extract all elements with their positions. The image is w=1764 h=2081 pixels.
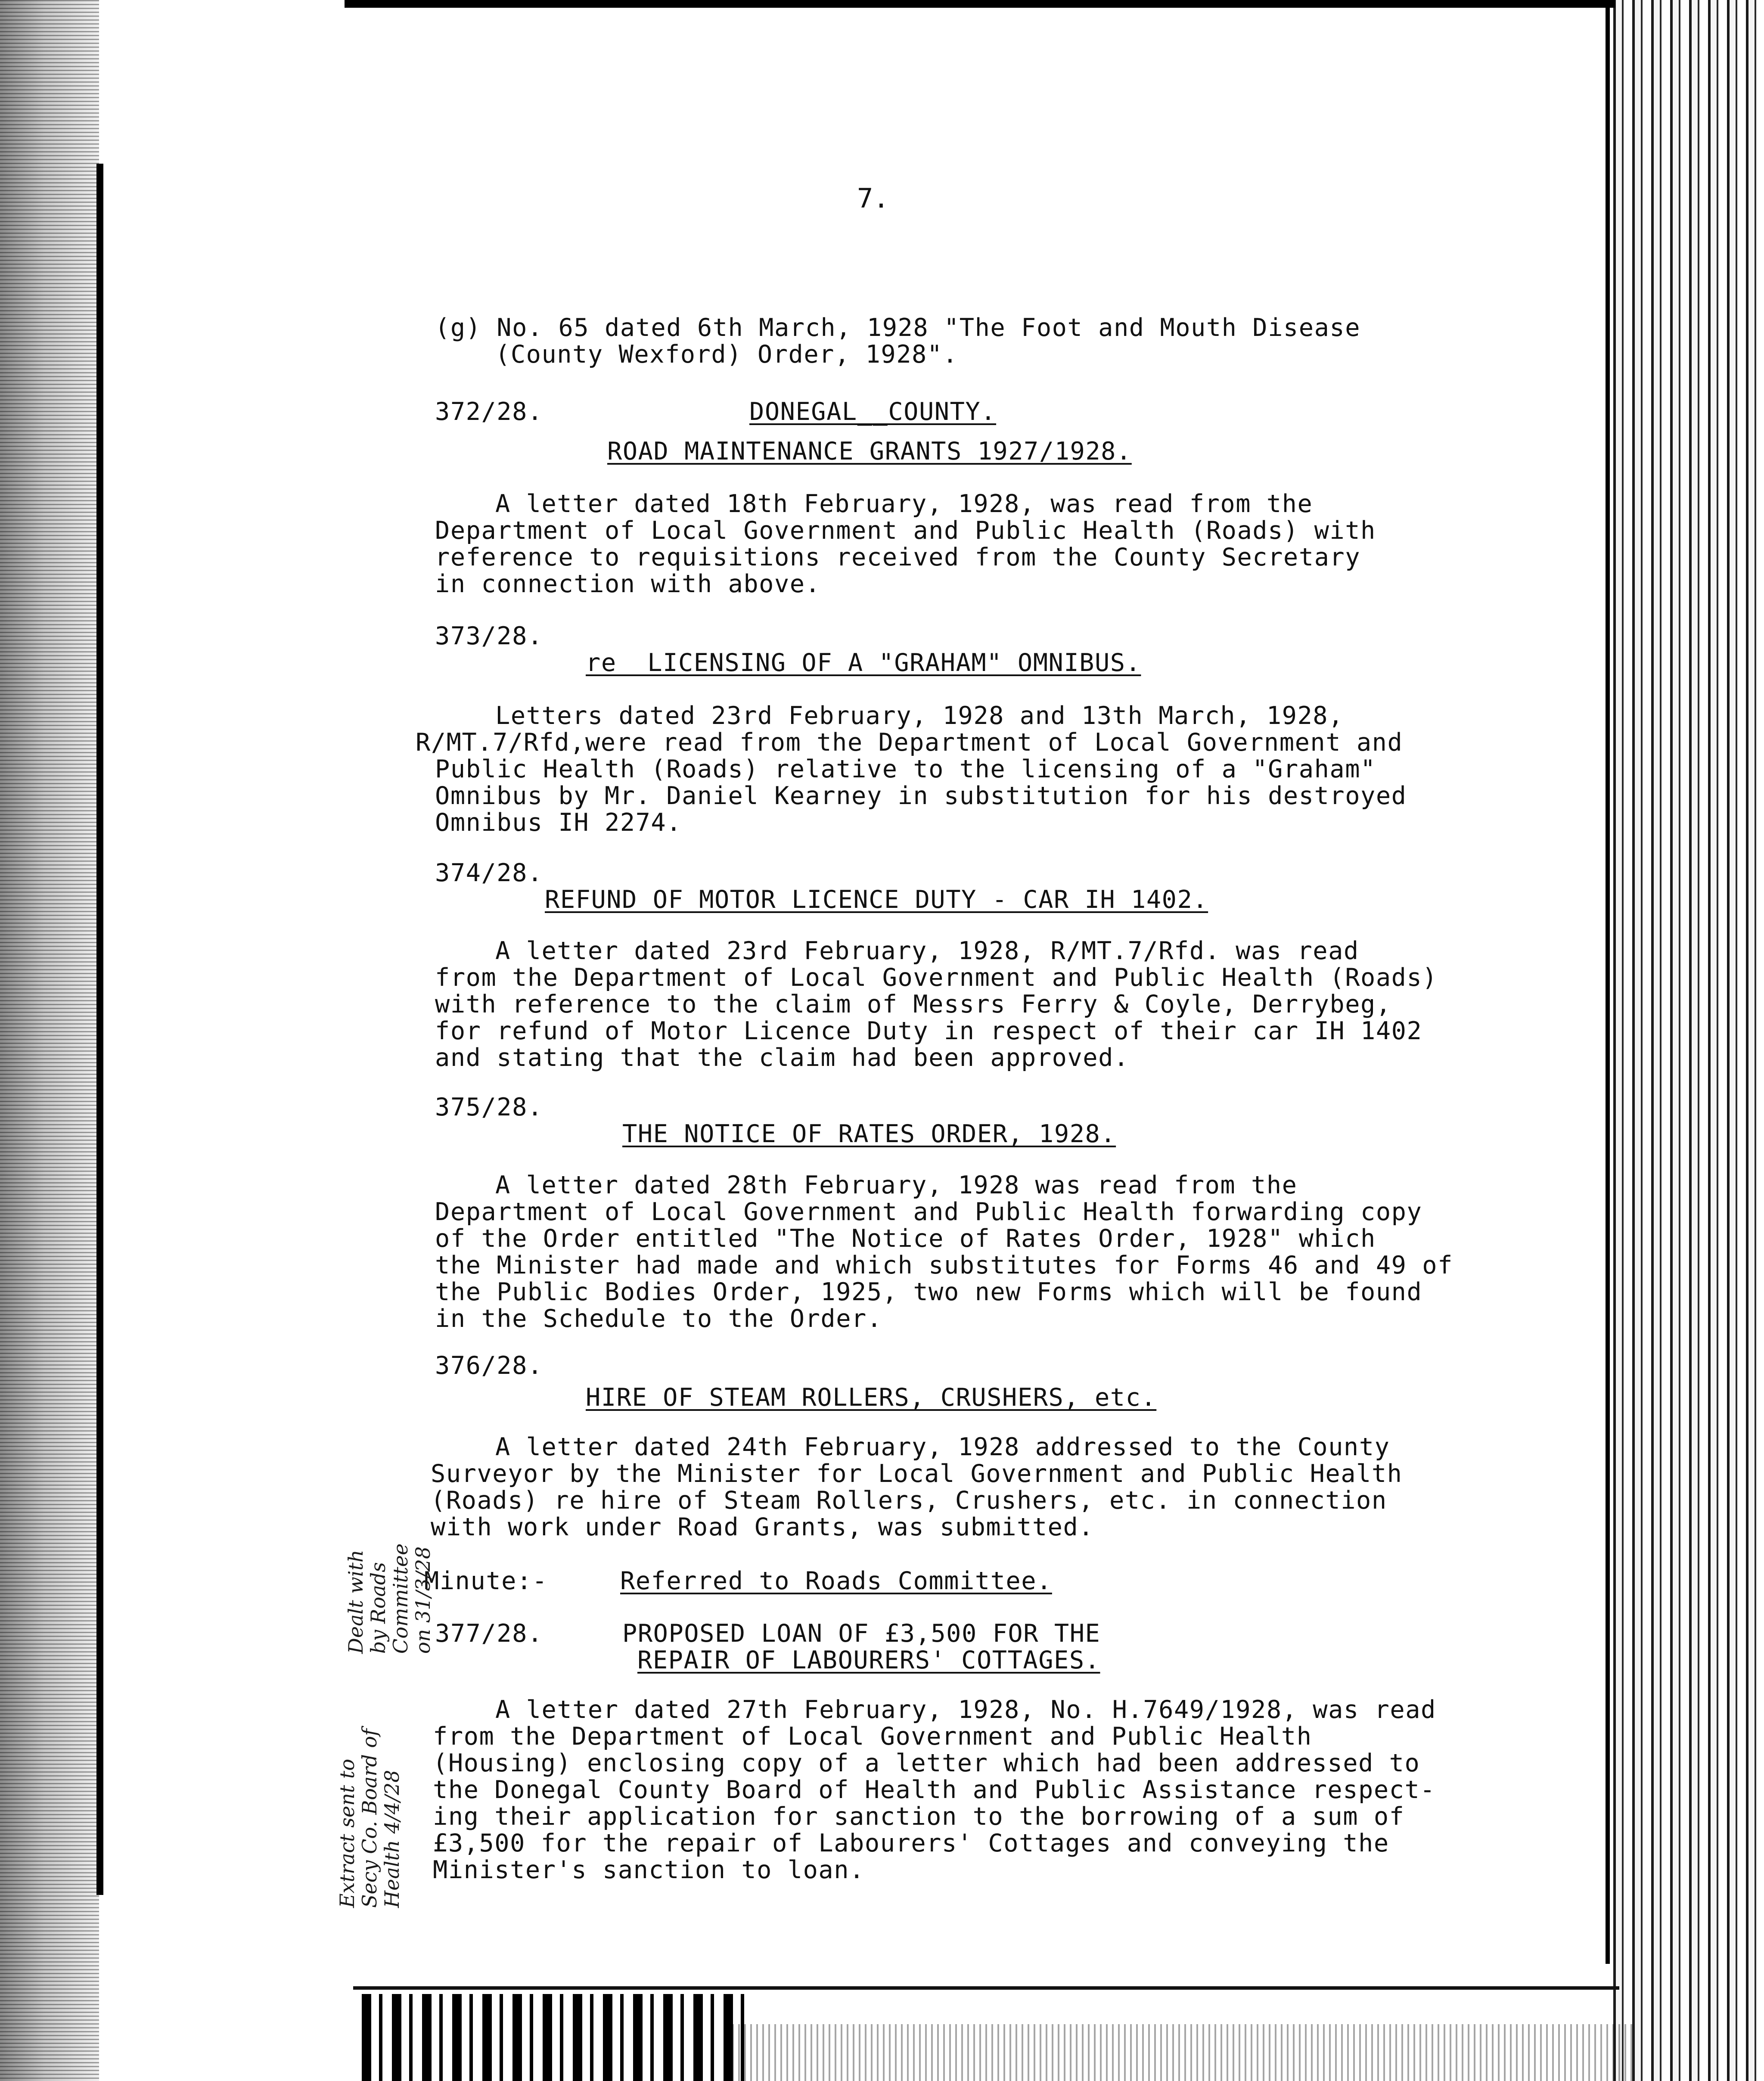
minute-text: Referred to Roads Committee. <box>620 1567 1052 1595</box>
item-heading-line-2: ROAD MAINTENANCE GRANTS 1927/1928. <box>607 437 1132 466</box>
paragraph-line: Public Health (Roads) relative to the licensing of a "Graham" <box>435 755 1376 783</box>
paragraph-line: A letter dated 28th February, 1928 was read from the <box>495 1171 1298 1199</box>
paragraph-line: reference to requisitions received from the County Secretary <box>435 543 1361 571</box>
paragraph-line: A letter dated 18th February, 1928, was read from the <box>495 490 1313 518</box>
paragraph-line: R/MT.7/Rfd,were read from the Department of Local Government and <box>416 728 1403 757</box>
paragraph-line: Omnibus by Mr. Daniel Kearney in substitution for his destroyed <box>435 782 1407 810</box>
paragraph-line: of the Order entitled "The Notice of Rates Order, 1928" which <box>435 1224 1376 1253</box>
paragraph-line: with reference to the claim of Messrs Ferry & Coyle, Derrybeg, <box>435 990 1391 1019</box>
paragraph-line: ing their application for sanction to the borrowing of a sum of <box>433 1802 1405 1831</box>
paragraph-line: the Minister had made and which substitutes for Forms 46 and 49 of <box>435 1251 1453 1280</box>
item-heading: PROPOSED LOAN OF £3,500 FOR THE <box>622 1619 1101 1648</box>
paragraph-line: and stating that the claim had been approved. <box>435 1044 1129 1072</box>
item-heading: THE NOTICE OF RATES ORDER, 1928. <box>622 1120 1116 1148</box>
item-heading: re LICENSING OF A "GRAHAM" OMNIBUS. <box>586 649 1141 677</box>
paragraph-line: A letter dated 23rd February, 1928, R/MT.7/Rfd. was read <box>495 937 1359 965</box>
item-number: 372/28. <box>435 398 543 426</box>
paragraph-line: Surveyor by the Minister for Local Government and Public Health <box>431 1460 1403 1488</box>
item-heading: REFUND OF MOTOR LICENCE DUTY - CAR IH 1402. <box>545 885 1208 914</box>
paragraph-line: for refund of Motor Licence Duty in respect of their car IH 1402 <box>435 1017 1422 1045</box>
handwritten-annotation: Dealt with by Roads Committee on 31/3/28 <box>344 1543 435 1654</box>
page-number: 7. <box>857 183 889 214</box>
paragraph-line: A letter dated 27th February, 1928, No. H.7649/1928, was read <box>495 1696 1436 1724</box>
paragraph-line: in the Schedule to the Order. <box>435 1305 882 1333</box>
paragraph-line: the Donegal County Board of Health and Public Assistance respect- <box>433 1776 1436 1804</box>
paragraph-line: in connection with above. <box>435 570 821 598</box>
paragraph-line: from the Department of Local Government and Public Health (Roads) <box>435 963 1438 992</box>
item-number: 376/28. <box>435 1351 543 1380</box>
item-number: 377/28. <box>435 1619 543 1648</box>
item-g-line-2: (County Wexford) Order, 1928". <box>495 340 958 369</box>
paragraph-line: with work under Road Grants, was submitted. <box>431 1513 1094 1541</box>
paragraph-line: £3,500 for the repair of Labourers' Cottages and conveying the <box>433 1829 1389 1857</box>
paragraph-line: Department of Local Government and Public Health forwarding copy <box>435 1198 1422 1226</box>
item-number: 375/28. <box>435 1093 543 1121</box>
handwritten-annotation: Extract sent to Secy Co. Board of Health 4/4/28 <box>335 1728 404 1908</box>
item-number: 373/28. <box>435 622 543 650</box>
item-g-line-1: (g) No. 65 dated 6th March, 1928 "The Foot and Mouth Disease <box>435 314 1361 342</box>
paragraph-line: Minister's sanction to loan. <box>433 1856 865 1884</box>
paragraph-line: Department of Local Government and Public Health (Roads) with <box>435 516 1376 545</box>
item-number: 374/28. <box>435 859 543 887</box>
item-heading: HIRE OF STEAM ROLLERS, CRUSHERS, etc. <box>586 1383 1157 1412</box>
item-heading-line-2: REPAIR OF LABOURERS' COTTAGES. <box>637 1646 1100 1674</box>
paragraph-line: (Roads) re hire of Steam Rollers, Crushers, etc. in connection <box>431 1486 1387 1515</box>
minute-label: Minute:- <box>424 1567 548 1595</box>
paragraph-line: from the Department of Local Government and Public Health <box>433 1722 1312 1751</box>
paragraph-line: (Housing) enclosing copy of a letter which had been addressed to <box>433 1749 1420 1777</box>
paragraph-line: A letter dated 24th February, 1928 addressed to the County <box>495 1433 1390 1461</box>
paragraph-line: the Public Bodies Order, 1925, two new Forms which will be found <box>435 1278 1422 1306</box>
paragraph-line: Letters dated 23rd February, 1928 and 13th March, 1928, <box>495 702 1344 730</box>
item-heading: DONEGAL__COUNTY. <box>749 398 997 426</box>
paragraph-line: Omnibus IH 2274. <box>435 808 682 837</box>
